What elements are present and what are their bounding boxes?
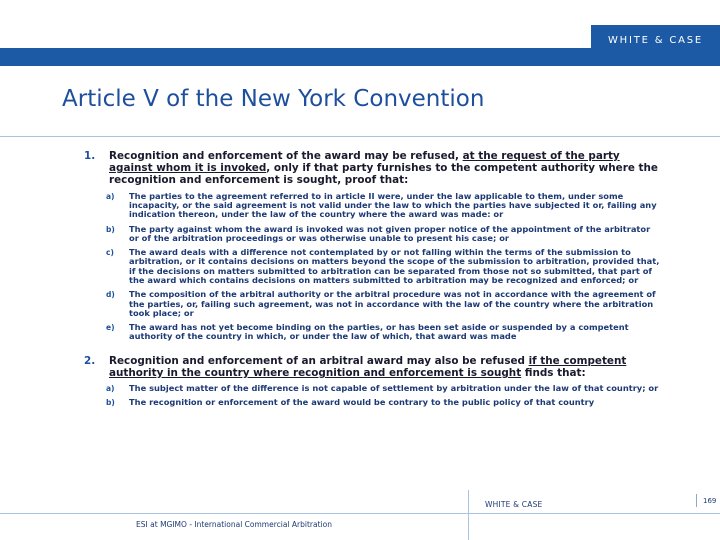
slide-title: Article V of the New York Convention [62, 86, 485, 112]
sub-letter: b) [106, 398, 115, 408]
text-part: , only if that party furnishes to the competent authority where the recognition and enforcement is sought, proof that: [109, 162, 658, 187]
sub-letter: a) [106, 191, 115, 201]
text-part: finds that: [521, 366, 586, 379]
sub-letter: d) [106, 290, 115, 300]
page-divider [696, 494, 697, 507]
footer-caption: ESI at MGIMO - International Commercial Arbitration [136, 520, 332, 529]
sub-letter: e) [106, 323, 115, 333]
list-number: 1. [84, 150, 96, 162]
footer-brand: WHITE & CASE [485, 500, 543, 509]
sub-item-b [106, 398, 662, 407]
sub-text: The award deals with a difference not contemplated by or not falling within the terms of the submission to arbitration, or it contains decisions on matters beyond the scope of the submission to arbitration, provided that, if the decisions on matters submitted to arbitration can be separated from those not so submitted, that part of the award which contains decisions on matters submitted to arbitration may be recognized and enforced; or [129, 247, 660, 285]
slide-body [84, 150, 662, 413]
sub-text: The parties to the agreement referred to in article II were, under the law applicable to them, under some incapacity, or the said agreement is not valid under the law to which the parties have subjected it or, failing any indication thereon, under the law of the country where the award was made: or [129, 190, 657, 220]
list-item-2 [84, 355, 662, 379]
sub-text: The party against whom the award is invoked was not given proper notice of the appointment of the arbitrator or of the arbitration proceedings or was otherwise unable to present his case; or [129, 223, 651, 243]
list-text [109, 150, 662, 187]
brand-logo [591, 25, 720, 56]
sub-letter: a) [106, 384, 115, 394]
sub-item-a [106, 384, 662, 393]
footer-divider [468, 490, 469, 514]
text-part: Recognition and enforcement of an arbitral award may also be refused [109, 354, 529, 367]
sub-item-a [106, 192, 662, 220]
sub-text: The subject matter of the difference is not capable of settlement by arbitration under the law of that country; or [129, 383, 659, 394]
list-number: 2. [84, 354, 96, 367]
sub-list-2 [106, 384, 662, 408]
sub-letter: c) [106, 248, 114, 258]
sub-item-b [106, 225, 662, 244]
sub-item-d [106, 290, 662, 318]
list-text [109, 355, 662, 379]
sub-list-1 [106, 192, 662, 342]
text-part: Recognition and enforcement of the award may be refused, [109, 150, 463, 162]
sub-text: The recognition or enforcement of the award would be contrary to the public policy of that country [129, 397, 595, 408]
sub-letter: b) [106, 224, 115, 234]
title-divider [0, 136, 720, 137]
sub-text: The composition of the arbitral authority or the arbitral procedure was not in accordance with the agreement of the parties, or, failing such agreement, was not in accordance with the law of the country where the arbitration took place; or [129, 289, 656, 318]
sub-item-e [106, 323, 662, 342]
brand-logo-text: WHITE & CASE [607, 35, 704, 46]
underlined-text: if the competent authority in the country where recognition and enforcement is sought [109, 354, 627, 379]
sub-item-c [106, 248, 662, 285]
sub-text: The award has not yet become binding on the parties, or has been set aside or suspended by a competent authority of the country in which, or under the law of which, that award was made [129, 322, 629, 342]
underlined-text: at the request of the party against whom it is invoked [109, 150, 620, 175]
page-number: 169 [703, 497, 717, 505]
list-item-1 [84, 150, 662, 187]
